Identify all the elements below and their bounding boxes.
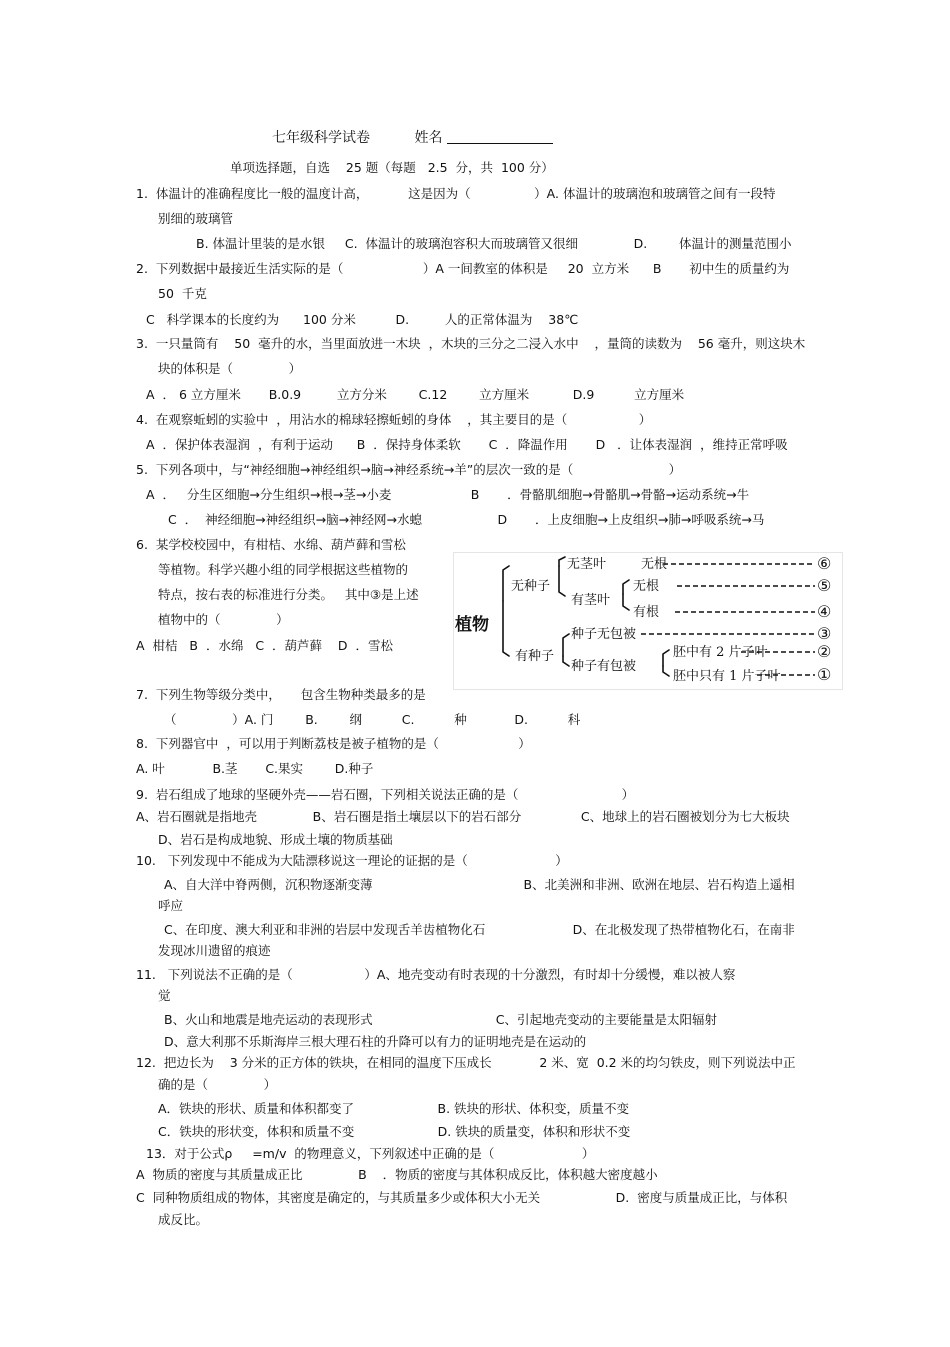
q3-line1: 3. 一只量筒有 50 毫升的水，当里面放进一木块 ，木块的三分之二浸入水中 ，量筒的读数为 56 毫升，则这块木 <box>136 336 806 351</box>
q4-line1: 4. 在观察蚯蚓的实验中 ，用沾水的棉球轻擦蚯蚓的身体 ，其主要目的是（ ） <box>136 412 652 427</box>
brace-seed-lower <box>563 656 569 666</box>
q6-line5: A 柑桔 B ．水绵 C ．葫芦藓 D ．雪松 <box>136 638 394 653</box>
q12-line1: 12. 把边长为 3 分米的正方体的铁块，在相同的温度下压成长 2 米、宽 0.2 米的均匀铁皮，则下列说法中正 <box>136 1055 796 1070</box>
name-blank[interactable] <box>447 129 553 144</box>
brace-noseed-upper <box>559 557 565 566</box>
diagram-n2: ② <box>817 642 832 661</box>
diagram-seed-covered: 种子有包被 <box>571 659 637 674</box>
q10-line1: 10. 下列发现中不能成为大陆漂移说这一理论的证据的是（ ） <box>136 853 568 868</box>
q11-line2: 觉 <box>158 988 171 1003</box>
q2-line2: 50 千克 <box>158 286 207 301</box>
q10-line2: A、自大洋中脊两侧，沉积物逐渐变薄 B、北美洲和非洲、欧洲在地层、岩石构造上遥相 <box>164 877 795 892</box>
q1-line3: B. 体温计里装的是水银 C. 体温计的玻璃泡容积大而玻璃管又很细 D. 体温计的测量范围小 <box>196 236 792 251</box>
q3-line2: 块的体积是（ ） <box>158 361 302 376</box>
diagram-root: 植物 <box>455 615 489 635</box>
q1-line1: 1. 体温计的准确程度比一般的温度计高， 这是因为（ ）A. 体温计的玻璃泡和玻璃管之间有一段特 <box>136 186 776 201</box>
q7-line2: （ ）A. 门 B. 纲 C. 种 D. 科 <box>164 712 581 727</box>
q11-line3: B、火山和地震是地壳运动的表现形式 C、引起地壳变动的主要能量是太阳辐射 <box>164 1012 717 1027</box>
q11-line4: D、意大利那不乐斯海岸三根大理石柱的升降可以有力的证明地壳是在运动的 <box>164 1034 587 1049</box>
q13-line1: 13．对于公式ρ =m/v 的物理意义，下列叙述中正确的是（ ） <box>146 1146 595 1161</box>
q12-line2: 确的是（ ） <box>158 1077 277 1092</box>
q9-line2: A、岩石圈就是指地壳 B、岩石圈是指土壤层以下的岩石部分 C、地球上的岩石圈被划分为七大板块 <box>136 809 790 824</box>
diagram-n4: ④ <box>817 602 832 621</box>
brace-seed-upper <box>563 634 569 656</box>
q9-line1: 9. 岩石组成了地球的坚硬外壳——岩石圈，下列相关说法正确的是（ ） <box>136 787 635 802</box>
q12-line3: A．铁块的形状、质量和体积都变了 B. 铁块的形状、体积变，质量不变 <box>158 1101 630 1116</box>
diagram-stem-leaf: 有茎叶 <box>571 593 611 608</box>
q6-line3: 特点，按右表的标准进行分类。 其中③是上述 <box>158 587 419 602</box>
plant-classification-diagram <box>453 552 843 690</box>
diagram-embryo-one: 胚中只有 1 片子叶 <box>673 669 781 684</box>
brace-cover-upper <box>663 650 669 666</box>
q6-line4: 植物中的（ ） <box>158 612 289 627</box>
q13-line4: 成反比。 <box>158 1212 209 1227</box>
q5-line1: 5. 下列各项中，与“神经细胞→神经组织→脑→神经系统→羊”的层次一致的是（ ） <box>136 462 682 477</box>
q8-line1: 8. 下列器官中 ，可以用于判断荔枝是被子植物的是（ ） <box>136 736 531 751</box>
q5-line2: A ． 分生区细胞→分生组织→根→茎→小麦 B ．骨骼肌细胞→骨骼肌→骨骼→运动系统→牛 <box>146 487 750 502</box>
diagram-no-stem-leaf: 无茎叶 <box>567 557 607 572</box>
diagram-has-root: 有根 <box>633 605 660 620</box>
brace-stem-upper <box>623 580 629 594</box>
q2-line3: C 科学课本的长度约为 100 分米 D. 人的正常体温为 38℃ <box>146 312 579 327</box>
q12-line4: C．铁块的形状变，体积和质量不变 D. 铁块的质量变，体积和形状不变 <box>158 1124 631 1139</box>
diagram-n6: ⑥ <box>817 554 832 573</box>
diagram-no-root-1: 无根 <box>641 557 668 572</box>
q1-line2: 别细的玻璃管 <box>158 211 234 226</box>
q13-line3: C 同种物质组成的物体，其密度是确定的，与其质量多少或体积大小无关 D. 密度与质量成正比，与体积 <box>136 1190 788 1205</box>
brace-top-lower <box>503 601 509 656</box>
q8-line2: A. 叶 B.茎 C.果实 D.种子 <box>136 761 374 776</box>
brace-cover-lower <box>663 666 669 676</box>
diagram-embryo-two: 胚中有 2 片子叶 <box>673 645 768 660</box>
q9-line3: D、岩石是构成地貌、形成土壤的物质基础 <box>158 832 393 847</box>
diagram-seed-naked: 种子无包被 <box>571 627 637 642</box>
diagram-n1: ① <box>817 665 832 684</box>
q7-line1: 7. 下列生物等级分类中， 包含生物种类最多的是 <box>136 687 426 702</box>
q6-line2: 等植物。科学兴趣小组的同学根据这些植物的 <box>158 562 409 577</box>
instructions: 单项选择题，自选 25 题（每题 2.5 分，共 100 分） <box>230 160 554 175</box>
brace-stem-lower <box>623 594 629 610</box>
q10-line3: 呼应 <box>158 898 184 913</box>
q2-line1: 2. 下列数据中最接近生活实际的是（ ）A 一间教室的体积是 20 立方米 B 初中生的质量约为 <box>136 261 790 276</box>
q5-line3: C ． 神经细胞→神经组织→脑→神经网→水螅 D ．上皮细胞→上皮组织→肺→呼吸系统→马 <box>168 512 765 527</box>
brace-top-upper <box>503 566 509 601</box>
diagram-seed: 有种子 <box>515 649 555 664</box>
diagram-n3: ③ <box>817 624 832 643</box>
q4-line2: A ．保护体表湿润 ，有利于运动 B ．保持身体柔软 C ．降温作用 D ．让体表湿润 ，维持正常呼吸 <box>146 437 788 452</box>
brace-noseed-lower <box>559 566 565 596</box>
diagram-n5: ⑤ <box>817 576 832 595</box>
exam-title: 七年级科学试卷 <box>272 130 370 146</box>
q10-line4: C、在印度、澳大利亚和非洲的岩层中发现舌羊齿植物化石 D、在北极发现了热带植物化石，在南非 <box>164 922 795 937</box>
q11-line1: 11. 下列说法不正确的是（ ）A、地壳变动有时表现的十分激烈，有时却十分缓慢，难以被人察 <box>136 967 736 982</box>
q10-line5: 发现冰川遗留的痕迹 <box>158 943 271 958</box>
diagram-no-root-2: 无根 <box>633 579 660 594</box>
diagram-frame <box>454 553 843 690</box>
name-label: 姓名 <box>414 130 443 146</box>
exam-title-line <box>272 129 553 146</box>
q13-line2: A 物质的密度与其质量成正比 B ．物质的密度与其体积成反比，体积越大密度越小 <box>136 1167 658 1182</box>
q6-line1: 6. 某学校校园中，有柑桔、水绵、葫芦藓和雪松 <box>136 537 406 552</box>
q3-line3: A ． 6 立方厘米 B.0.9 立方分米 C.12 立方厘米 D.9 立方厘米 <box>146 387 685 402</box>
diagram-no-seed: 无种子 <box>511 579 551 594</box>
